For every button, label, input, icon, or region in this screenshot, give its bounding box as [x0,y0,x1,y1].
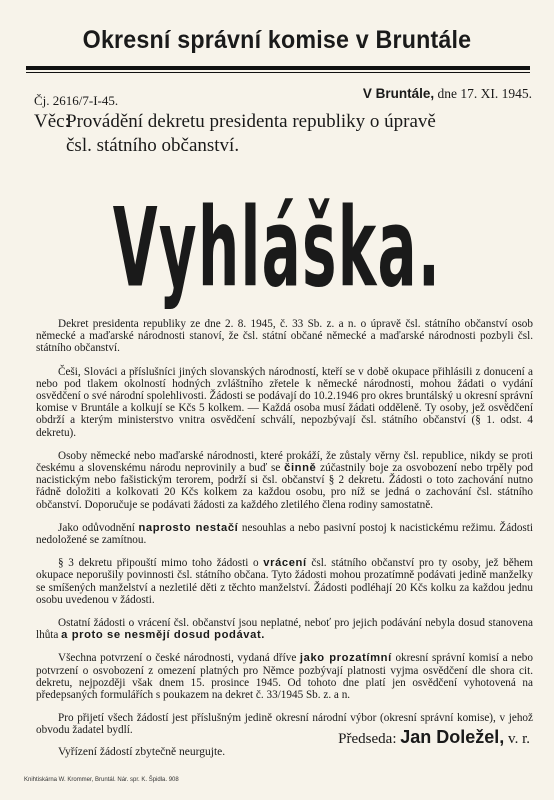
emphasized-text: činně [284,462,317,475]
proclamation-body [36,318,533,748]
paragraph-text: Osoby německé nebo maďarské národnosti, které prokáží, že zůstaly věrny čsl. republice, nikdy se proti českému a slovenskému národu neprovinily a buď se [36,449,533,475]
closing-note: Vyřízení žádostí zbytečně neurgujte. [58,746,226,758]
paragraph-text: Češi, Slováci a příslušníci jiných slovanských národností, kteří se v době okupace přihlásili z donucení a nebo pod tlakem okolností hodných zvláštního zřetele k německé národnosti, mohou žádati o vydání osvědčení o své národní spolehlivosti. Žádosti se podávají do 10.2.1946 pro okres bruntálský u okresní správní komise v Bruntále a kolkují se Kčs 5 kolkem. — Každá osoba musí žádati odděleně. Ty osoby, jež osvědčení obdrží a kterým ministerstvo vnitra osvědčení schválí, nepozbývají čsl. státního občanství (§ 1. odst. 4 dekretu). [36,365,533,439]
emphasized-text: naprosto nestačí [138,521,239,534]
paragraph-text: § 3 dekretu připouští mimo toho žádosti o [58,557,264,570]
body-paragraph [36,617,533,641]
paragraph-text: Pro přijetí všech žádostí jest příslušným jedině okresní národní výbor (okresní správní komise), v jehož obvodu žadatel bydlí. [36,712,533,737]
body-paragraph [36,522,533,546]
subject-block [34,110,534,158]
paragraph-text: zúčastnily boje za osvobození nebo trpěly pod nacistickým nebo fašistickým terorem, podrží si čsl. občanství § 2 dekretu. Žádosti o toto zachování nutno řádně doložiti a kolkovati 20 Kčs kolkem za každou osobu, pro níž se jedná o zachování čsl. státního občanství. Doporučuje se podávati žádosti za každého zletilého člena rodiny samostatně. [36,462,533,511]
header-rule-thick [26,66,530,70]
emphasized-text: jako prozatímní [299,652,392,665]
body-paragraph [36,652,533,701]
paragraph-text: okresní správní komisí a nebo potvrzení o osvobození z omezení platných pro Němce pozbývají platnosti vyjma osvědčení dle shora cit. dekretu, nejpozději však dnem 15. prosince 1945. Od tohoto dne platí jen osvědčení vyhotovená na předepsaných formulářích s poukazem na dekret č. 33/1945 Sb. z. a n. [36,652,533,702]
printer-imprint: Knihtiskárna W. Krommer, Bruntál. Nár. spr. K. Špidla. 908 [24,777,179,783]
paragraph-text: Všechna potvrzení o české národnosti, vydaná dříve [58,652,300,665]
subject-line-2: čsl. státního občanství. [66,135,240,156]
paragraph-text: čsl. státního občanství pro ty osoby, jež během okupace neporušily povinnosti čsl. státního občana. Tyto žádosti mohou prozatímně podávati jedině manželky se smíšených manželství a nezletilé děti z těchto manželství. Žádosti podléhají 20 Kčs kolku za každou jednu osobu uvedenou v žádosti. [36,557,533,606]
emphasized-text: vrácení [263,557,307,570]
signatory-name: Jan Doležel, [400,727,505,747]
paragraph-text: Jako odůvodnění [58,521,139,534]
body-paragraph [36,366,533,439]
body-paragraph [36,450,533,511]
date-place: V Bruntále, [362,86,435,101]
paragraph-text: Ostatní žádosti o vrácení čsl. občanství jsou neplatné, neboť pro jejich podávání nebyla dosud stanovena lhůta [36,617,533,642]
header-rule-thin [26,72,530,73]
signature-label: Předseda: [338,731,397,747]
paragraph-text: Dekret presidenta republiky ze dne 2. 8. 1945, č. 33 Sb. z. a n. o úpravě čsl. státního občanství osob německé a maďarské národnosti stanoví, že čsl. státní občané německé a maďarské národnosti pozbyli čsl. státního občanství. [36,318,533,355]
body-paragraph [36,557,533,606]
reference-number: Čj. 2616/7-I-45. [34,93,119,108]
date-value: dne 17. XI. 1945. [437,86,532,101]
issuing-authority-title: Okresní správní komise v Bruntále [82,26,472,54]
subject-label: Věc: [34,111,70,132]
paragraph-text: nesouhlas a nebo pasivní postoj k nacistickému režimu. Žádosti nedoložené se zamítnou. [36,521,533,547]
subject-line-1: Provádění dekretu presidenta republiky o úpravě [66,111,436,132]
signature-block [338,727,530,748]
dateline [363,86,532,102]
body-paragraph [36,318,533,355]
emphasized-text: a proto se nesmějí dosud podávat. [61,629,265,642]
proclamation-title: Vyhláška. [112,184,442,312]
signature-suffix: v. r. [508,731,530,747]
